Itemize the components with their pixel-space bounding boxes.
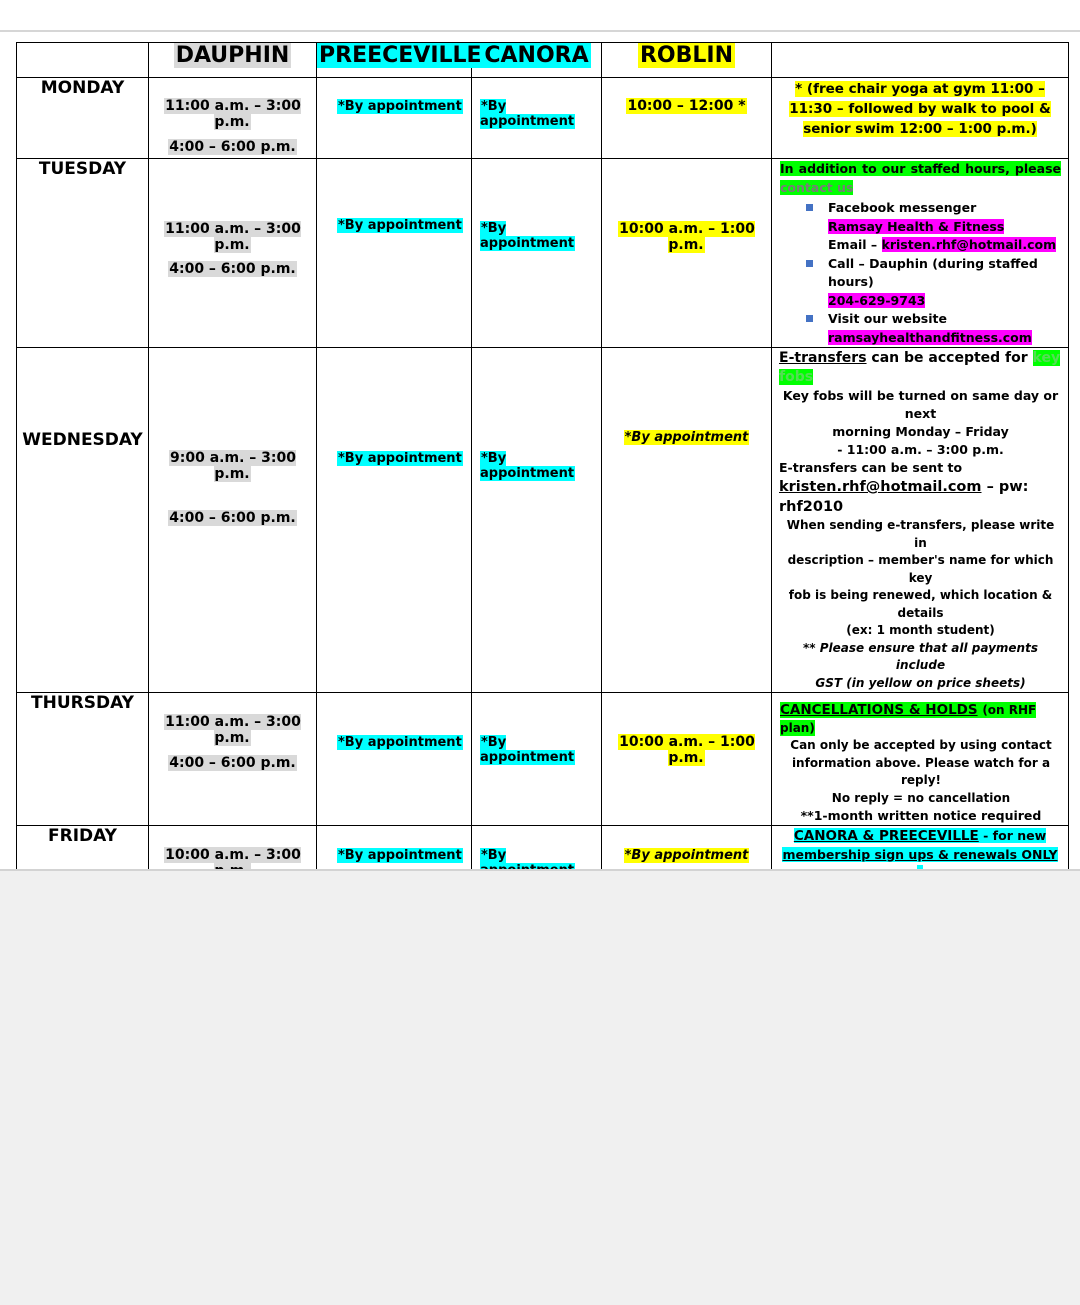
keyfob-line-1: Key fobs will be turned on same day or next	[782, 388, 1059, 421]
header-row	[17, 43, 1069, 78]
row-monday	[17, 78, 1069, 159]
header-canora	[472, 43, 602, 78]
etransfer-email[interactable]: kristen.rhf@hotmail.com	[779, 479, 982, 495]
dauphin-tuesday	[149, 159, 317, 348]
friday-note-line-0: - for new	[983, 828, 1047, 843]
note-wednesday	[772, 348, 1069, 693]
time-slot: 10:00 a.m. – 1:00 p.m.	[619, 734, 755, 766]
dauphin-wednesday	[149, 348, 317, 693]
time-slot: 4:00 – 6:00 p.m.	[169, 755, 296, 771]
cancellations-line-3: No reply = no cancellation	[831, 790, 1011, 805]
day-label: FRIDAY	[48, 826, 117, 846]
time-slot: 4:00 – 6:00 p.m.	[169, 261, 296, 277]
appointment-label: *By appointment	[338, 99, 462, 114]
day-label: TUESDAY	[38, 159, 127, 179]
preeceville-thursday	[317, 693, 472, 826]
preeceville-tuesday	[317, 159, 472, 348]
appointment-label: *By	[480, 848, 575, 878]
dauphin-monday	[149, 78, 317, 159]
facebook-item	[828, 199, 1068, 218]
website-label: Visit our website	[828, 311, 947, 326]
cancellations-line-2: information above. Please watch for a reply!	[791, 755, 1051, 787]
header-canora-label: CANORA	[484, 43, 589, 68]
email-address[interactable]: kristen.rhf@hotmail.com	[881, 237, 1057, 252]
header-dauphin-label: DAUPHIN	[175, 43, 290, 68]
canora-monday	[472, 78, 602, 159]
day-wednesday	[17, 348, 149, 693]
monday-note: * (free chair yoga at gym 11:00 – 11:30 – followed by walk to pool & senior swim 12:00 – 1:00 p.m.)	[789, 81, 1051, 137]
instructions-line-3: fob is being renewed, which location & details	[788, 588, 1053, 620]
etransfer-password: – pw: rhf2010	[779, 479, 1029, 515]
preeceville-monday	[317, 78, 472, 159]
time-slot: 10:00 a.m. – 1:00 p.m.	[619, 221, 755, 253]
row-wednesday	[17, 348, 1069, 693]
appointment-label: *By appointment	[338, 451, 462, 466]
etransfers-text: can be accepted for	[871, 350, 1028, 366]
appointment-label: *By appointment	[480, 451, 575, 481]
etransfers-highlight: key fobs	[779, 350, 1061, 385]
day-label: THURSDAY	[31, 693, 134, 713]
header-notes	[772, 43, 1069, 78]
note-tuesday	[772, 159, 1069, 348]
email-label: Email –	[828, 237, 878, 252]
time-slot: 4:00 – 6:00 p.m.	[169, 510, 296, 526]
roblin-monday	[602, 78, 772, 159]
instructions-line-1: When sending e-transfers, please write in	[786, 518, 1055, 550]
header-roblin	[602, 43, 772, 78]
cancellations-subtitle: (on RHF plan)	[780, 703, 1037, 735]
dauphin-thursday	[149, 693, 317, 826]
canora-preeceville-title: CANORA & PREECEVILLE	[793, 828, 979, 844]
time-slot: 9:00 a.m. – 3:00 p.m.	[170, 450, 296, 482]
canora-thursday	[472, 693, 602, 826]
gst-line-1: ** Please ensure that all payments include	[803, 640, 1038, 672]
facebook-label: Facebook messenger	[828, 200, 977, 215]
preeceville-wednesday	[317, 348, 472, 693]
keyfob-line-2: morning Monday – Friday	[832, 424, 1009, 439]
blank-page-area	[0, 869, 1080, 1305]
instructions-line-4: (ex: 1 month student)	[846, 623, 995, 637]
time-slot: 10:00 – 12:00 *	[627, 98, 746, 114]
row-tuesday	[17, 159, 1069, 348]
gst-line-2: GST (in yellow on price sheets)	[815, 675, 1026, 690]
cancellations-title: CANCELLATIONS & HOLDS	[780, 702, 978, 718]
header-roblin-label: ROBLIN	[639, 43, 734, 68]
contact-us-text: contact us	[780, 180, 854, 195]
roblin-wednesday	[602, 348, 772, 693]
website-item	[828, 310, 1068, 329]
header-dauphin	[149, 43, 317, 78]
row-thursday	[17, 693, 1069, 826]
canora-wednesday	[472, 348, 602, 693]
header-preeceville-label: PREECEVILLE	[319, 43, 482, 68]
cancellations-line-4: **1-month written notice required	[800, 808, 1042, 823]
keyfob-line-3: - 11:00 a.m. – 3:00 p.m.	[837, 442, 1004, 457]
time-slot: 4:00 – 6:00 p.m.	[169, 139, 296, 155]
header-preeceville	[317, 43, 482, 78]
friday-note-line-1: membership sign ups & renewals ONLY	[782, 847, 1057, 881]
cancellations-line-1: Can only be accepted by using contact	[790, 738, 1052, 752]
roblin-tuesday	[602, 159, 772, 348]
appointment-label: *By appointment	[338, 218, 462, 233]
appointment-label: *By appointment	[624, 848, 749, 863]
day-tuesday	[17, 159, 149, 348]
phone-number[interactable]: 204-629-9743	[828, 292, 926, 308]
appointment-label: *By appointment	[624, 430, 749, 445]
instructions-line-2: description – member's name for which key	[787, 553, 1054, 585]
facebook-page-name: Ramsay Health & Fitness	[828, 218, 1005, 234]
time-slot: 11:00 a.m. – 3:00 p.m.	[165, 714, 301, 746]
call-item	[828, 255, 1068, 292]
website-link[interactable]: ramsayhealthandfitness.com	[828, 329, 1032, 345]
top-divider	[0, 30, 1080, 32]
note-monday	[772, 78, 1069, 159]
etransfer-sent-to: E-transfers can be sent to	[779, 460, 963, 475]
appointment-label: *By appointment	[338, 735, 462, 750]
contact-intro: In addition to our staffed hours, please	[780, 161, 1061, 176]
appointment-label: *By appointment	[338, 848, 462, 863]
day-monday	[17, 78, 149, 159]
call-label: Call – Dauphin (during staffed hours)	[828, 255, 1038, 289]
day-label: MONDAY	[40, 78, 125, 98]
appointment-label: *By appointment	[480, 735, 575, 765]
canora-tuesday	[472, 159, 602, 348]
etransfers-title: E-transfers	[779, 350, 867, 366]
appointment-label: *By appointment	[480, 221, 575, 251]
roblin-thursday	[602, 693, 772, 826]
time-slot: 10:00 a.m. – 3:00	[164, 847, 301, 879]
time-slot: 11:00 a.m. – 3:00 p.m.	[165, 221, 301, 253]
day-label: WEDNESDAY	[22, 430, 143, 450]
note-thursday	[772, 693, 1069, 826]
day-thursday	[17, 693, 149, 826]
appointment-label: *By appointment	[480, 99, 575, 129]
header-blank	[17, 43, 149, 78]
time-slot: 11:00 a.m. – 3:00 p.m.	[165, 98, 301, 130]
